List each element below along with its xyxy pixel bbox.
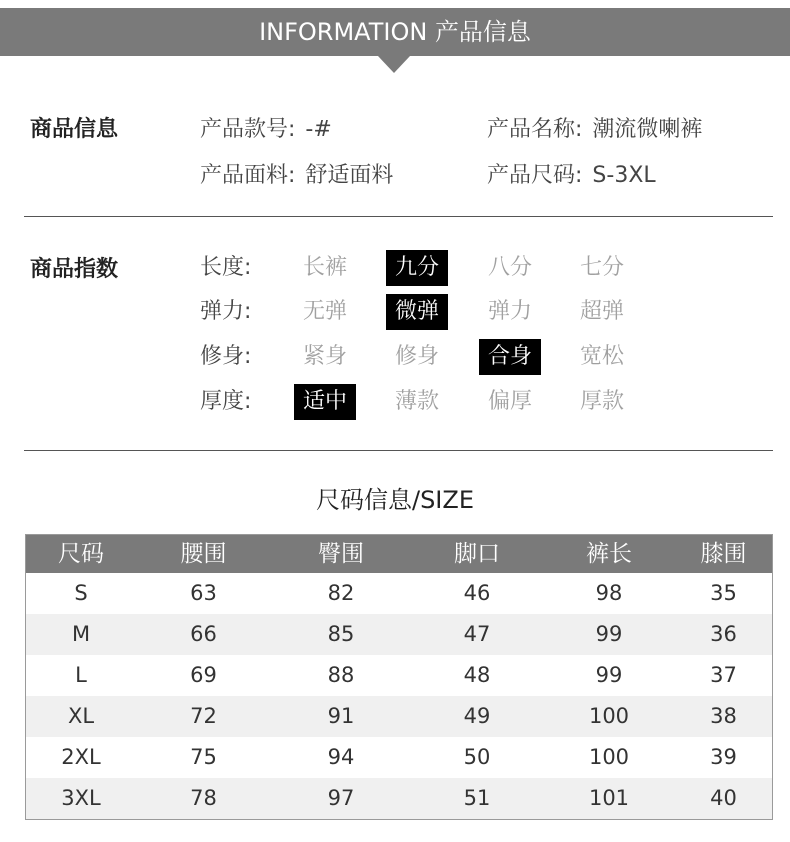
index-option-selected: 微弹: [386, 294, 448, 330]
measure-cell: 82: [327, 581, 355, 605]
measure-cell: 99: [595, 663, 623, 687]
index-option: 长裤: [302, 255, 347, 280]
product-name-line: [487, 112, 702, 143]
measure-cell: 36: [710, 622, 737, 646]
measure-cell: 39: [710, 745, 737, 769]
measure-cell: 78: [190, 786, 217, 810]
size-cell: 2XL: [61, 745, 101, 769]
measure-cell: 94: [327, 745, 355, 769]
index-option: 薄款: [394, 389, 439, 414]
index-row-label: 厚度:: [200, 389, 252, 414]
measure-cell: 88: [327, 663, 355, 687]
index-option: 修身: [394, 344, 439, 369]
table-row: [26, 614, 772, 655]
product-size-label: 产品尺码:: [487, 163, 583, 188]
table-row: [26, 737, 772, 778]
index-option: 七分: [579, 255, 624, 280]
index-option-selected: 合身: [479, 339, 541, 375]
size-cell: L: [75, 663, 87, 687]
size-table: [25, 534, 773, 820]
size-table-header: [26, 535, 772, 573]
product-fabric-label: 产品面料:: [200, 163, 296, 188]
measure-cell: 51: [463, 786, 491, 810]
table-row: [26, 655, 772, 696]
index-option: 宽松: [579, 344, 624, 369]
measure-cell: 48: [463, 663, 491, 687]
product-fabric-line: [200, 158, 393, 189]
product-info-label: 商品信息: [30, 117, 119, 142]
measure-cell: 75: [190, 745, 217, 769]
header-notch-arrow: [378, 56, 410, 73]
index-option-selected: 九分: [386, 250, 448, 286]
size-table-body: [26, 573, 772, 819]
index-option: 紧身: [302, 344, 347, 369]
measure-cell: 40: [710, 786, 737, 810]
header-cell: 脚口: [454, 541, 500, 567]
measure-cell: 66: [190, 622, 217, 646]
divider-bottom: [24, 450, 773, 451]
measure-cell: 85: [327, 622, 355, 646]
index-option: 八分: [487, 255, 532, 280]
header-title: INFORMATION 产品信息: [259, 18, 531, 46]
product-name-label: 产品名称:: [487, 117, 583, 142]
size-cell: 3XL: [61, 786, 101, 810]
measure-cell: 37: [710, 663, 737, 687]
header-cell: 尺码: [58, 541, 104, 567]
product-name-value: 潮流微喇裤: [592, 117, 703, 142]
measure-cell: 72: [190, 704, 217, 728]
product-code-value: -#: [305, 117, 332, 142]
size-cell: XL: [67, 704, 95, 728]
size-cell: M: [71, 622, 91, 646]
measure-cell: 100: [588, 704, 630, 728]
measure-cell: 46: [463, 581, 491, 605]
measure-cell: 49: [463, 704, 491, 728]
measure-cell: 47: [463, 622, 491, 646]
index-row-label: 长度:: [200, 255, 252, 280]
size-table-title: 尺码信息/SIZE: [315, 486, 474, 514]
table-row: [26, 778, 772, 819]
table-row: [26, 696, 772, 737]
index-option-selected: 适中: [294, 384, 356, 420]
index-row-label: 弹力:: [200, 299, 252, 324]
measure-cell: 35: [710, 581, 737, 605]
index-row: [0, 384, 790, 420]
measure-cell: 99: [595, 622, 623, 646]
header-cell: 腰围: [180, 541, 227, 567]
product-fabric-value: 舒适面料: [305, 163, 394, 188]
product-code-line: [200, 112, 332, 143]
measure-cell: 38: [710, 704, 737, 728]
measure-cell: 69: [190, 663, 217, 687]
index-option: 无弹: [302, 299, 347, 324]
index-option: 超弹: [579, 299, 624, 324]
index-row: [0, 294, 790, 330]
measure-cell: 100: [588, 745, 630, 769]
measure-cell: 63: [190, 581, 217, 605]
index-row: [0, 339, 790, 375]
index-row-label: 修身:: [200, 344, 252, 369]
table-row: [26, 573, 772, 614]
index-option: 偏厚: [487, 389, 532, 414]
measure-cell: 50: [463, 745, 491, 769]
measure-cell: 98: [595, 581, 623, 605]
product-size-line: [487, 158, 656, 189]
measure-cell: 91: [327, 704, 355, 728]
measure-cell: 101: [588, 786, 630, 810]
header-cell: 膝围: [700, 541, 747, 567]
index-row: [0, 250, 790, 286]
product-size-value: S-3XL: [592, 163, 656, 188]
header-cell: 臀围: [318, 541, 364, 567]
index-option: 弹力: [487, 299, 532, 324]
header-cell: 裤长: [586, 541, 632, 567]
product-index-label: 商品指数: [30, 257, 119, 282]
measure-cell: 97: [327, 786, 355, 810]
size-cell: S: [74, 581, 88, 605]
index-option: 厚款: [579, 389, 624, 414]
divider-top: [24, 216, 773, 217]
product-code-label: 产品款号:: [200, 117, 296, 142]
